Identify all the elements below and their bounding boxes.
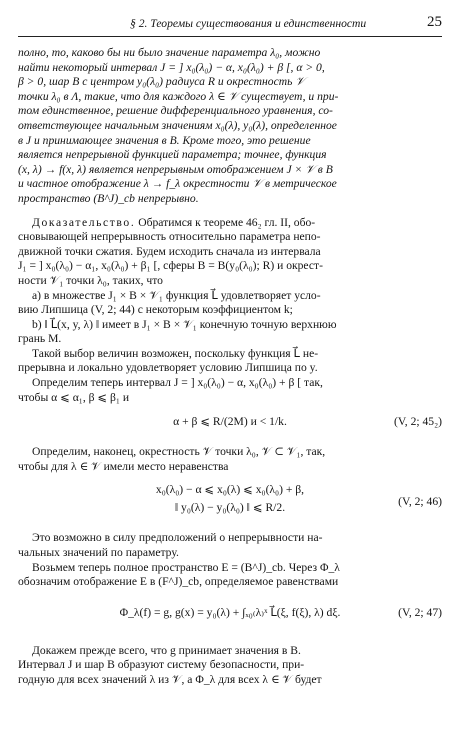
text-line: J₁ = ] x₀(λ₀) − α₁, x₀(λ₀) + β₁ [, сферы B = B(y₀(λ₀); R) и окрест-: [18, 259, 323, 273]
choice-paragraph: [18, 347, 442, 376]
possible-paragraph: [18, 531, 442, 560]
text-line: чальных значений по параметру.: [18, 546, 179, 560]
theorem-statement: [18, 46, 442, 207]
text-line: полно, то, каково бы ни было значение параметра λ₀, можно: [18, 46, 321, 59]
text-line: b) ‖ L⃗(x, y, λ) ‖ имеет в J₁ × B × 𝒱₁ конечную точную верхнюю: [32, 317, 337, 331]
text-line: обозначим отображение E в (F^J)_cb, определяемое равенствами: [18, 575, 339, 589]
interval-paragraph: [18, 376, 442, 405]
equation-number: (V, 2; 47): [398, 605, 442, 619]
text-line: годную для всех значений λ из 𝒱, а Φ_λ для всех λ ∈ 𝒱 будет: [18, 673, 322, 686]
text-line: [18, 216, 442, 231]
equation-formula: x₀(λ₀) − α ⩽ x₀(λ) ⩽ x₀(λ₀) + β,: [155, 483, 305, 497]
text-line: чтобы α ⩽ α₁, β ⩽ β₁ и: [18, 390, 130, 404]
equation-number: (V, 2; 45₂): [394, 415, 442, 429]
section-title: § 2. Теоремы существования и единственности: [130, 17, 367, 30]
text-line: Такой выбор величин возможен, поскольку функция L⃗ не-: [32, 346, 319, 360]
condition-b: [18, 318, 442, 347]
page-body: [18, 46, 442, 688]
text-line: Возьмем теперь полное пространство E = (B^J)_cb. Через Φ_λ: [32, 560, 340, 574]
text-line: вию Липшица (V, 2; 44) с некоторым коэффициентом k;: [18, 303, 293, 317]
condition-a: [18, 289, 442, 318]
page-number: 25: [427, 14, 442, 30]
text-line: β > 0, шар B с центром y₀(λ₀) радиуса R и окрестность 𝒱: [18, 75, 305, 89]
text-line: чтобы для λ ∈ 𝒱 имели место неравенства: [18, 459, 229, 473]
equation-47: [18, 604, 442, 628]
text-line: Интервал J и шар B образуют систему безопасности, при-: [18, 658, 305, 672]
space-paragraph: [18, 561, 442, 590]
proof-first-line: Обратимся к теореме 46₂ гл. II, обо-: [138, 215, 316, 229]
text-line: сновывающей непрерывность относительно параметра непо-: [18, 230, 321, 244]
proof-paragraph: [18, 216, 442, 289]
proof-heading: Доказательство.: [32, 215, 136, 229]
equation-45: [18, 415, 442, 431]
text-line: Докажем прежде всего, что g принимает значения в B.: [32, 643, 301, 657]
text-line: (x, λ) → f(x, λ) является непрерывным отображением J × 𝒱 в B: [18, 162, 333, 176]
text-line: в J и принимающее значения в B. Кроме того, это решение: [18, 133, 311, 147]
text-line: ности 𝒱₁ точки λ₀, таких, что: [18, 273, 163, 287]
text-line: и частное отображение λ → f_λ окрестности 𝒱 в метрическое: [18, 177, 337, 191]
text-line: Определим теперь интервал J = ] x₀(λ₀) − α, x₀(λ₀) + β [ так,: [32, 376, 323, 390]
text-line: Определим, наконец, окрестность 𝒱 точки λ₀, 𝒱 ⊂ 𝒱₁, так,: [32, 445, 326, 459]
text-line: прерывна и локально удовлетворяет условию Липшица по y.: [18, 361, 318, 375]
text-line: а) в множестве J₁ × B × 𝒱₁ функция L⃗ удовлетворяет усло-: [32, 288, 321, 302]
text-line: найти некоторый интервал J = ] x₀(λ₀) − α, x₀(λ₀) + β [, α > 0,: [18, 60, 325, 74]
text-line: грань M.: [18, 332, 62, 346]
text-line: пространство (B^J)_cb непрерывно.: [18, 191, 199, 205]
text-line: точки λ₀ в Λ, такие, что для каждого λ ∈ 𝒱 существует, и при-: [18, 89, 339, 103]
equation-formula: α + β ⩽ R/(2M) и < 1/k.: [173, 415, 287, 429]
equation-46: [18, 483, 442, 519]
text-line: том единственное, решение дифференциального уравнения, со-: [18, 104, 333, 118]
final-paragraph: [18, 644, 442, 688]
text-line: ответствующее начальным значениям x₀(λ), y₀(λ), определенное: [18, 118, 337, 132]
equation-number: (V, 2; 46): [398, 495, 442, 509]
page-header: [18, 14, 442, 37]
neighborhood-paragraph: [18, 445, 442, 474]
text-line: является непрерывной функцией параметра; точнее, функция: [18, 148, 327, 162]
text-line: движной точки сжатия. Будем исходить сначала из интервала: [18, 244, 321, 258]
text-line: Это возможно в силу предположений о непрерывности на-: [32, 531, 323, 545]
equation-formula: Φ_λ(f) = g, g(x) = y₀(λ) + ∫ₓ₀₍λ₎ˣ L⃗(ξ, f(ξ), λ) dξ.: [119, 605, 341, 619]
equation-formula: ‖ y₀(λ) − y₀(λ₀) ‖ ⩽ R/2.: [174, 501, 286, 515]
